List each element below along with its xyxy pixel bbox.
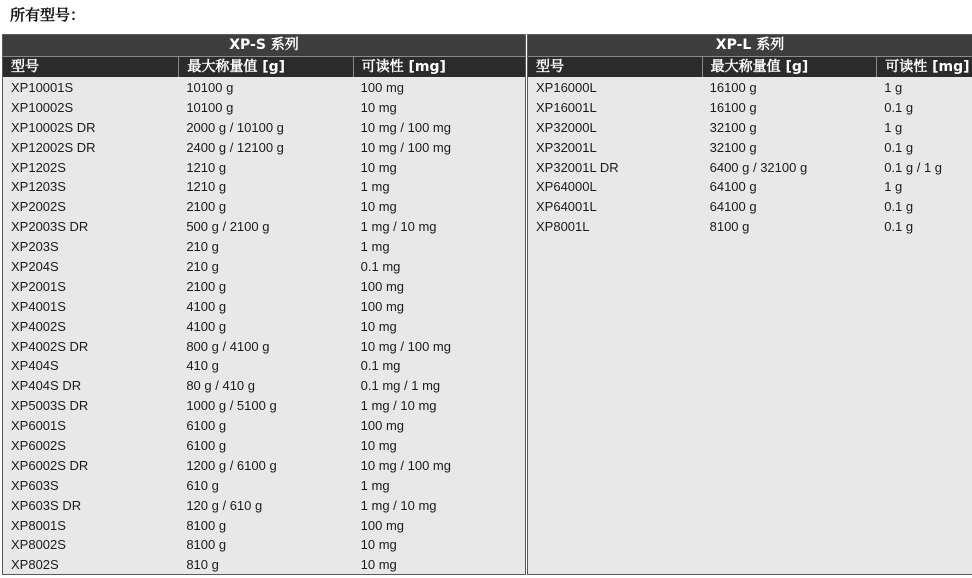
- cell-max-capacity: 10100 g: [186, 80, 234, 95]
- cell-model: XP603S: [11, 477, 59, 493]
- cell-max-capacity: 500 g / 2100 g: [186, 219, 270, 235]
- cell-readability: 1 g: [884, 119, 903, 135]
- cell-model: XP802S: [11, 557, 59, 573]
- cell-model: XP32000L: [536, 119, 597, 135]
- cell-max-capacity: 1210 g: [186, 159, 227, 175]
- cell-max-capacity: 1000 g / 5100 g: [186, 398, 277, 414]
- table-row: [3, 535, 525, 555]
- cell-readability: 1 mg: [360, 239, 390, 255]
- cell-max-capacity: 32100 g: [709, 139, 757, 155]
- page-title: 所有型号：: [10, 6, 86, 24]
- cell-readability: 0.1 g: [884, 139, 914, 155]
- cell-model: XP16001L: [536, 99, 597, 115]
- cell-max-capacity: 64100 g: [709, 179, 757, 195]
- cell-readability: 1 mg / 10 mg: [360, 219, 437, 235]
- column-header-max-capacity: 最大称量值 [g]: [178, 57, 352, 77]
- column-header-readability: 可读性 [mg]: [353, 57, 525, 77]
- cell-readability: 1 g: [884, 80, 903, 95]
- table-row: [3, 277, 525, 297]
- xp-s-series-table: [2, 34, 526, 575]
- table-row: [528, 197, 972, 217]
- cell-model: XP1203S: [11, 179, 66, 195]
- cell-readability: 0.1 g: [884, 99, 914, 115]
- table-row: [3, 237, 525, 257]
- cell-readability: 10 mg: [360, 99, 397, 115]
- cell-max-capacity: 10100 g: [186, 99, 234, 115]
- cell-model: XP4002S DR: [11, 338, 89, 354]
- column-header-model: 型号: [536, 59, 564, 75]
- column-header-model: 型号: [11, 59, 39, 75]
- cell-model: XP10001S: [11, 80, 74, 95]
- cell-max-capacity: 120 g / 610 g: [186, 497, 263, 513]
- cell-max-capacity: 810 g: [186, 557, 219, 573]
- table-row: [3, 197, 525, 217]
- table-row: [3, 217, 525, 237]
- cell-max-capacity: 16100 g: [709, 80, 757, 95]
- cell-readability: 10 mg: [360, 557, 397, 573]
- cell-readability: 1 mg: [360, 179, 390, 195]
- cell-model: XP32001L DR: [536, 159, 619, 175]
- table-row: [528, 158, 972, 178]
- table-row: [3, 177, 525, 197]
- xp-l-series-table: [527, 34, 972, 575]
- cell-max-capacity: 6100 g: [186, 418, 227, 434]
- cell-readability: 1 g: [884, 179, 903, 195]
- cell-model: XP32001L: [536, 139, 597, 155]
- cell-max-capacity: 6400 g / 32100 g: [709, 159, 808, 175]
- table-row: [3, 376, 525, 396]
- cell-readability: 10 mg: [360, 438, 397, 454]
- cell-readability: 100 mg: [360, 418, 405, 434]
- table-row: [3, 98, 525, 118]
- cell-readability: 0.1 g: [884, 199, 914, 215]
- cell-readability: 10 mg: [360, 537, 397, 553]
- cell-model: XP4001S: [11, 298, 66, 314]
- cell-model: XP10002S: [11, 99, 74, 115]
- cell-model: XP10002S DR: [11, 119, 96, 135]
- cell-max-capacity: 610 g: [186, 477, 219, 493]
- column-header-max-capacity: 最大称量值 [g]: [702, 57, 877, 77]
- cell-model: XP203S: [11, 239, 59, 255]
- cell-model: XP6001S: [11, 418, 66, 434]
- cell-max-capacity: 2100 g: [186, 199, 227, 215]
- cell-max-capacity: 800 g / 4100 g: [186, 338, 270, 354]
- cell-readability: 0.1 g: [884, 219, 914, 235]
- cell-max-capacity: 1200 g / 6100 g: [186, 457, 277, 473]
- cell-model: XP8002S: [11, 537, 66, 553]
- cell-readability: 10 mg / 100 mg: [360, 457, 451, 473]
- cell-max-capacity: 80 g / 410 g: [186, 378, 255, 394]
- xp-s-rows: [3, 77, 525, 575]
- cell-readability: 100 mg: [360, 517, 405, 533]
- table-row: [3, 317, 525, 337]
- cell-max-capacity: 6100 g: [186, 438, 227, 454]
- cell-model: XP8001S: [11, 517, 66, 533]
- cell-max-capacity: 16100 g: [709, 99, 757, 115]
- table-row: [3, 118, 525, 138]
- cell-model: XP6002S DR: [11, 457, 89, 473]
- table-row: [3, 476, 525, 496]
- cell-max-capacity: 8100 g: [186, 517, 227, 533]
- cell-model: XP2003S DR: [11, 219, 89, 235]
- xp-s-series-title: XP-S 系列: [3, 35, 525, 56]
- cell-model: XP5003S DR: [11, 398, 89, 414]
- cell-readability: 0.1 mg / 1 mg: [360, 378, 441, 394]
- cell-readability: 100 mg: [360, 80, 405, 95]
- cell-model: XP4002S: [11, 318, 66, 334]
- cell-max-capacity: 2000 g / 10100 g: [186, 119, 284, 135]
- cell-model: XP64000L: [536, 179, 597, 195]
- cell-max-capacity: 210 g: [186, 239, 219, 255]
- cell-readability: 10 mg: [360, 318, 397, 334]
- cell-max-capacity: 64100 g: [709, 199, 757, 215]
- cell-max-capacity: 1210 g: [186, 179, 227, 195]
- cell-max-capacity: 8100 g: [709, 219, 750, 235]
- table-row: [3, 337, 525, 357]
- table-row: [3, 158, 525, 178]
- cell-max-capacity: 2400 g / 12100 g: [186, 139, 284, 155]
- cell-readability: 100 mg: [360, 298, 405, 314]
- table-row: [3, 138, 525, 158]
- cell-readability: 1 mg: [360, 477, 390, 493]
- cell-model: XP603S DR: [11, 497, 82, 513]
- cell-readability: 0.1 mg: [360, 358, 401, 374]
- cell-max-capacity: 8100 g: [186, 537, 227, 553]
- cell-max-capacity: 2100 g: [186, 278, 227, 294]
- cell-readability: 10 mg / 100 mg: [360, 139, 451, 155]
- table-row: [3, 396, 525, 416]
- table-row: [3, 456, 525, 476]
- cell-readability: 1 mg / 10 mg: [360, 497, 437, 513]
- xp-s-column-headers: [3, 56, 525, 77]
- cell-readability: 10 mg: [360, 159, 397, 175]
- cell-model: XP6002S: [11, 438, 66, 454]
- table-row: [3, 496, 525, 516]
- xp-l-column-headers: [528, 56, 972, 77]
- cell-model: XP2002S: [11, 199, 66, 215]
- cell-readability: 0.1 g / 1 g: [884, 159, 943, 175]
- cell-model: XP204S: [11, 259, 59, 275]
- table-row: [3, 516, 525, 536]
- column-header-readability: 可读性 [mg]: [876, 57, 972, 77]
- table-row: [528, 118, 972, 138]
- table-row: [3, 257, 525, 277]
- cell-readability: 100 mg: [360, 278, 405, 294]
- table-row: [3, 78, 525, 98]
- cell-readability: 1 mg / 10 mg: [360, 398, 437, 414]
- cell-max-capacity: 4100 g: [186, 318, 227, 334]
- cell-max-capacity: 210 g: [186, 259, 219, 275]
- cell-readability: 10 mg / 100 mg: [360, 338, 451, 354]
- cell-max-capacity: 4100 g: [186, 298, 227, 314]
- table-row: [528, 78, 972, 98]
- cell-model: XP1202S: [11, 159, 66, 175]
- cell-model: XP12002S DR: [11, 139, 96, 155]
- cell-max-capacity: 32100 g: [709, 119, 757, 135]
- table-row: [3, 436, 525, 456]
- cell-readability: 10 mg: [360, 199, 397, 215]
- cell-model: XP404S: [11, 358, 59, 374]
- cell-model: XP16000L: [536, 80, 597, 95]
- table-row: [3, 297, 525, 317]
- cell-readability: 10 mg / 100 mg: [360, 119, 451, 135]
- table-row: [3, 416, 525, 436]
- table-row: [528, 217, 972, 237]
- cell-model: XP8001L: [536, 219, 590, 235]
- table-row: [528, 138, 972, 158]
- xp-l-rows: [528, 77, 972, 237]
- cell-readability: 0.1 mg: [360, 259, 401, 275]
- cell-model: XP2001S: [11, 278, 66, 294]
- cell-model: XP404S DR: [11, 378, 82, 394]
- xp-l-series-title: XP-L 系列: [528, 35, 972, 56]
- cell-model: XP64001L: [536, 199, 597, 215]
- table-row: [528, 98, 972, 118]
- table-row: [3, 555, 525, 575]
- table-row: [3, 356, 525, 376]
- cell-max-capacity: 410 g: [186, 358, 219, 374]
- table-row: [528, 177, 972, 197]
